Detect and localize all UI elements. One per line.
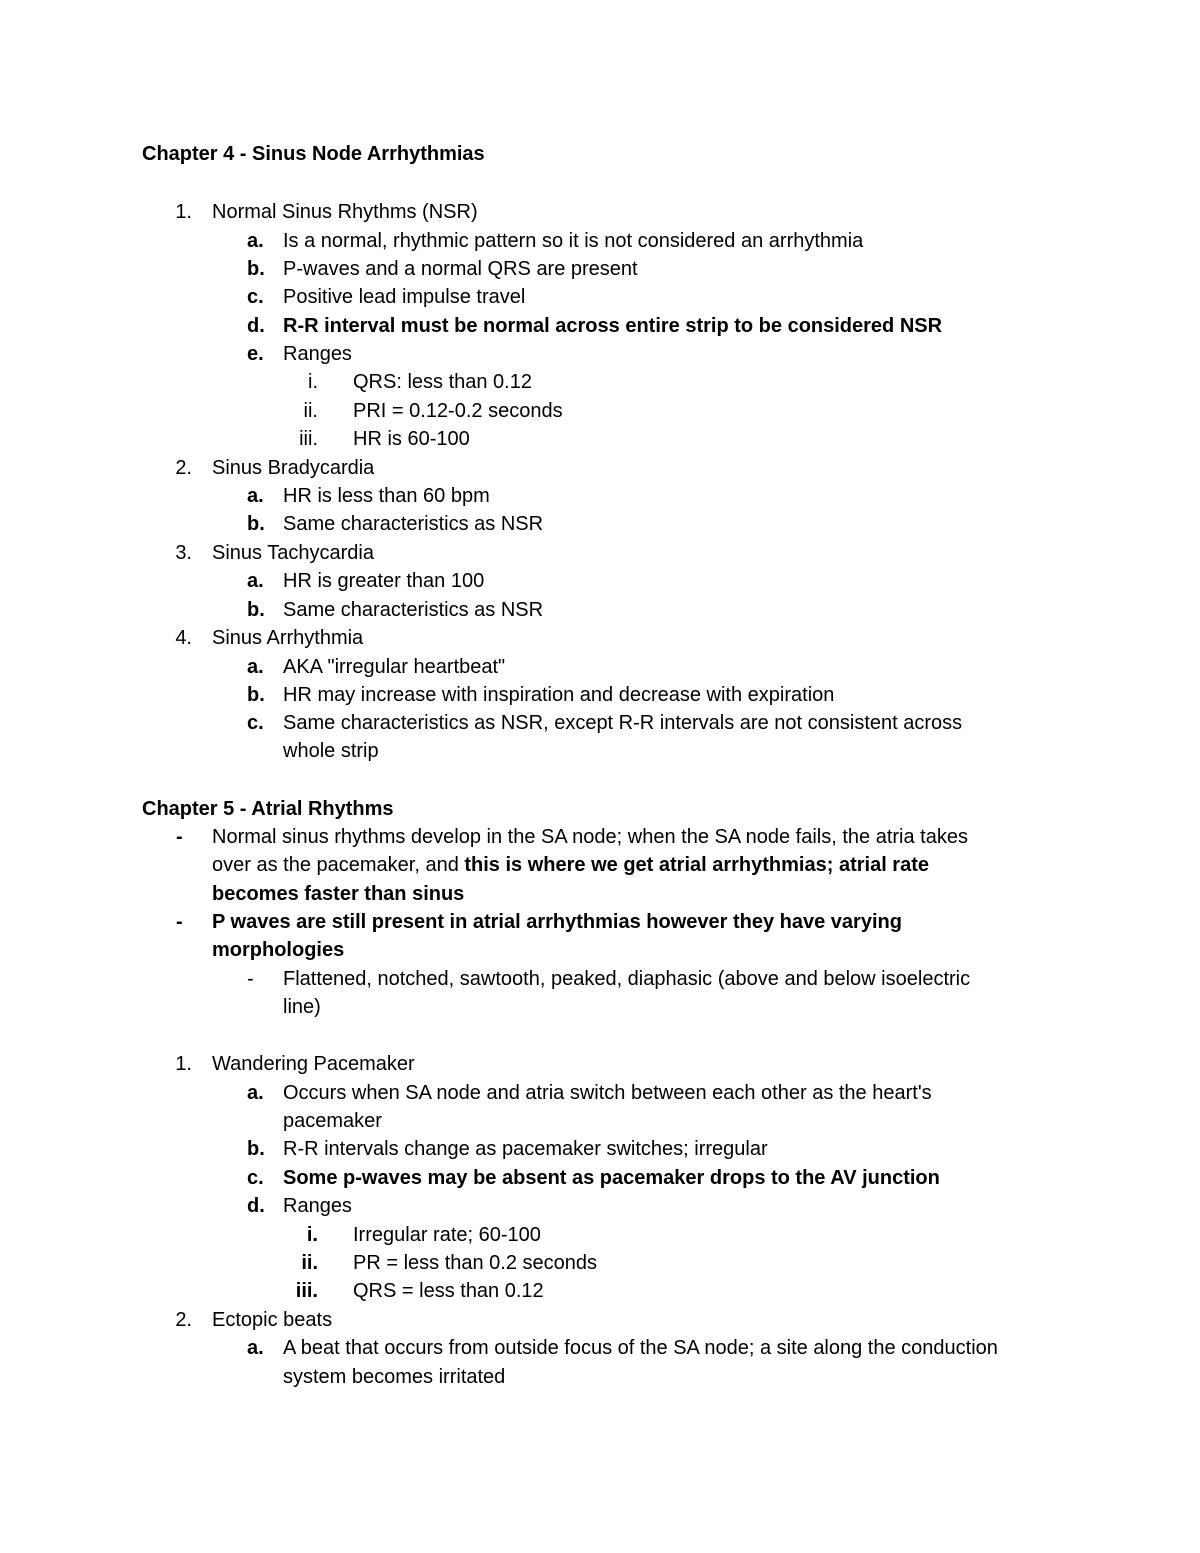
list-item-text: Ranges	[283, 1195, 352, 1217]
list-item-text-continuation: pacemaker	[283, 1110, 382, 1132]
list-item-text: Same characteristics as NSR	[283, 599, 544, 621]
sub-bullet-text: Flattened, notched, sawtooth, peaked, diaphasic (above and below isoelectric	[283, 968, 971, 990]
chapter-4-heading: Chapter 4 - Sinus Node Arrhythmias	[142, 143, 485, 165]
list-number: 4.	[175, 627, 192, 649]
list-marker: d.	[247, 1195, 265, 1217]
list-marker: c.	[247, 712, 264, 734]
list-item-text: A beat that occurs from outside focus of the SA node; a site along the conduction	[283, 1337, 998, 1359]
list-item-label: Ectopic beats	[212, 1309, 333, 1331]
list-item-text: HR is 60-100	[353, 428, 470, 450]
list-marker: iii.	[299, 428, 318, 450]
list-marker: b.	[247, 258, 265, 280]
list-marker: c.	[247, 1167, 264, 1189]
bullet-text-bold: becomes faster than sinus	[212, 883, 465, 905]
list-marker: c.	[247, 286, 264, 308]
list-item-label: Wandering Pacemaker	[212, 1053, 415, 1075]
list-item-text: HR is less than 60 bpm	[283, 485, 490, 507]
list-item-text: HR is greater than 100	[283, 570, 485, 592]
list-item-label: Sinus Bradycardia	[212, 457, 375, 479]
list-marker: b.	[247, 684, 265, 706]
list-item-text: PRI = 0.12-0.2 seconds	[353, 400, 563, 422]
list-marker: b.	[247, 1138, 265, 1160]
list-marker: i.	[308, 371, 318, 393]
bullet-text-bold: morphologies	[212, 939, 345, 961]
list-item-text: Some p-waves may be absent as pacemaker drops to the AV junction	[283, 1167, 940, 1189]
list-marker: e.	[247, 343, 264, 365]
list-item-text: Is a normal, rhythmic pattern so it is not considered an arrhythmia	[283, 230, 864, 252]
list-number: 1.	[175, 1053, 192, 1075]
list-marker: a.	[247, 1082, 264, 1104]
bullet-text-bold: P waves are still present in atrial arrhythmias however they have varying	[212, 911, 902, 933]
list-item-text: Irregular rate; 60-100	[353, 1224, 541, 1246]
list-marker: ii.	[303, 400, 318, 422]
list-marker: d.	[247, 315, 265, 337]
chapter-5-heading: Chapter 5 - Atrial Rhythms	[142, 798, 394, 820]
list-item-text: P-waves and a normal QRS are present	[283, 258, 638, 280]
list-marker: i.	[306, 1224, 318, 1246]
list-marker: b.	[247, 513, 265, 535]
list-item-text: R-R intervals change as pacemaker switches; irregular	[283, 1138, 768, 1160]
list-marker: a.	[247, 230, 264, 252]
bullet-text-bold: this is where we get atrial arrhythmias; atrial rate	[464, 854, 929, 876]
sub-bullet-text-continuation: line)	[283, 996, 321, 1018]
sub-bullet-dash: -	[247, 968, 254, 990]
list-item-text: Ranges	[283, 343, 352, 365]
list-item-text: R-R interval must be normal across entire strip to be considered NSR	[283, 315, 943, 337]
list-item-text: Occurs when SA node and atria switch between each other as the heart's	[283, 1082, 932, 1104]
bullet-text: Normal sinus rhythms develop in the SA node; when the SA node fails, the atria takes	[212, 826, 968, 848]
list-marker: b.	[247, 599, 265, 621]
list-number: 3.	[175, 542, 192, 564]
list-item-label: Normal Sinus Rhythms (NSR)	[212, 201, 478, 223]
list-item-text: Positive lead impulse travel	[283, 286, 526, 308]
list-item-text: PR = less than 0.2 seconds	[353, 1252, 598, 1274]
list-item-text-continuation: system becomes irritated	[283, 1366, 506, 1388]
list-item-text: Same characteristics as NSR	[283, 513, 544, 535]
list-marker: a.	[247, 1337, 264, 1359]
bullet-dash: -	[176, 826, 183, 848]
list-item-label: Sinus Arrhythmia	[212, 627, 364, 649]
list-marker: ii.	[301, 1252, 318, 1274]
list-item-text: QRS: less than 0.12	[353, 371, 532, 393]
list-marker: a.	[247, 656, 264, 678]
list-marker: iii.	[295, 1280, 318, 1302]
bullet-text-plain: over as the pacemaker, and	[212, 854, 465, 876]
list-item-text: HR may increase with inspiration and decrease with expiration	[283, 684, 835, 706]
list-item-text: QRS = less than 0.12	[353, 1280, 544, 1302]
list-item-label: Sinus Tachycardia	[212, 542, 374, 564]
bullet-text-line2	[212, 855, 929, 875]
list-number: 2.	[175, 1309, 192, 1331]
list-item-text: AKA "irregular heartbeat"	[283, 656, 506, 678]
list-number: 1.	[175, 201, 192, 223]
list-item-text: Same characteristics as NSR, except R-R intervals are not consistent across	[283, 712, 963, 734]
list-number: 2.	[175, 457, 192, 479]
list-marker: a.	[247, 570, 264, 592]
list-item-text-continuation: whole strip	[283, 740, 379, 762]
list-marker: a.	[247, 485, 264, 507]
bullet-dash: -	[176, 911, 183, 933]
